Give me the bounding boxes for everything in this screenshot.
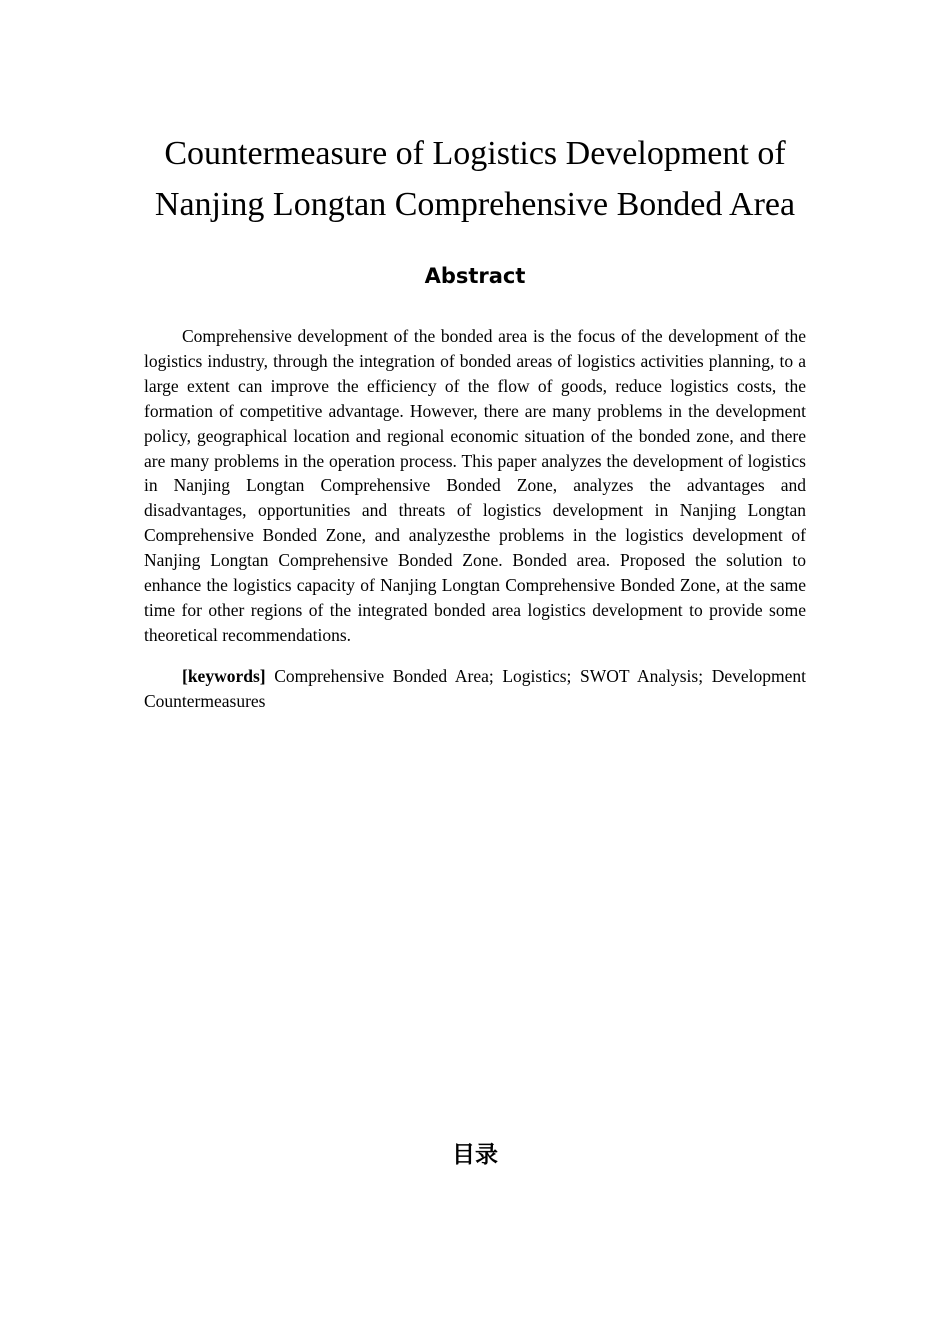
abstract-heading: Abstract [424,264,526,288]
abstract-section [144,128,806,714]
paper-title-line-1: Countermeasure of Logistics Development of [164,135,786,172]
abstract-paragraph: Comprehensive development of the bonded area is the focus of the development of the logistics industry, through the integration of bonded areas of logistics activities planning, to a large extent can improve the efficiency of the flow of goods, reduce logistics costs, the formation of competitive advantage. However, there are many problems in the development policy, geographical location and regional economic situation of the bonded zone, and there are many problems in the operation process. This paper analyzes the development of logistics in Nanjing Longtan Comprehensive Bonded Zone, analyzes the advantages and disadvantages, opportunities and threats of logistics development in Nanjing Longtan Comprehensive Bonded Zone, and analyzesthe problems in the logistics development of Nanjing Longtan Comprehensive Bonded Zone. Bonded area. Proposed the solution to enhance the logistics capacity of Nanjing Longtan Comprehensive Bonded Zone, at the same time for other regions of the integrated bonded area logistics development to provide some theoretical recommendations. [144,326,806,645]
keywords-list: Comprehensive Bonded Area; Logistics; SWOT Analysis; Development Countermeasures [144,665,806,711]
paper-title [144,128,806,230]
paper-title-line-2: Nanjing Longtan Comprehensive Bonded Area [154,186,796,223]
table-of-contents-heading: 目录 [452,1142,498,1168]
keywords-label: [keywords] [182,665,266,686]
keywords-paragraph [144,664,806,714]
